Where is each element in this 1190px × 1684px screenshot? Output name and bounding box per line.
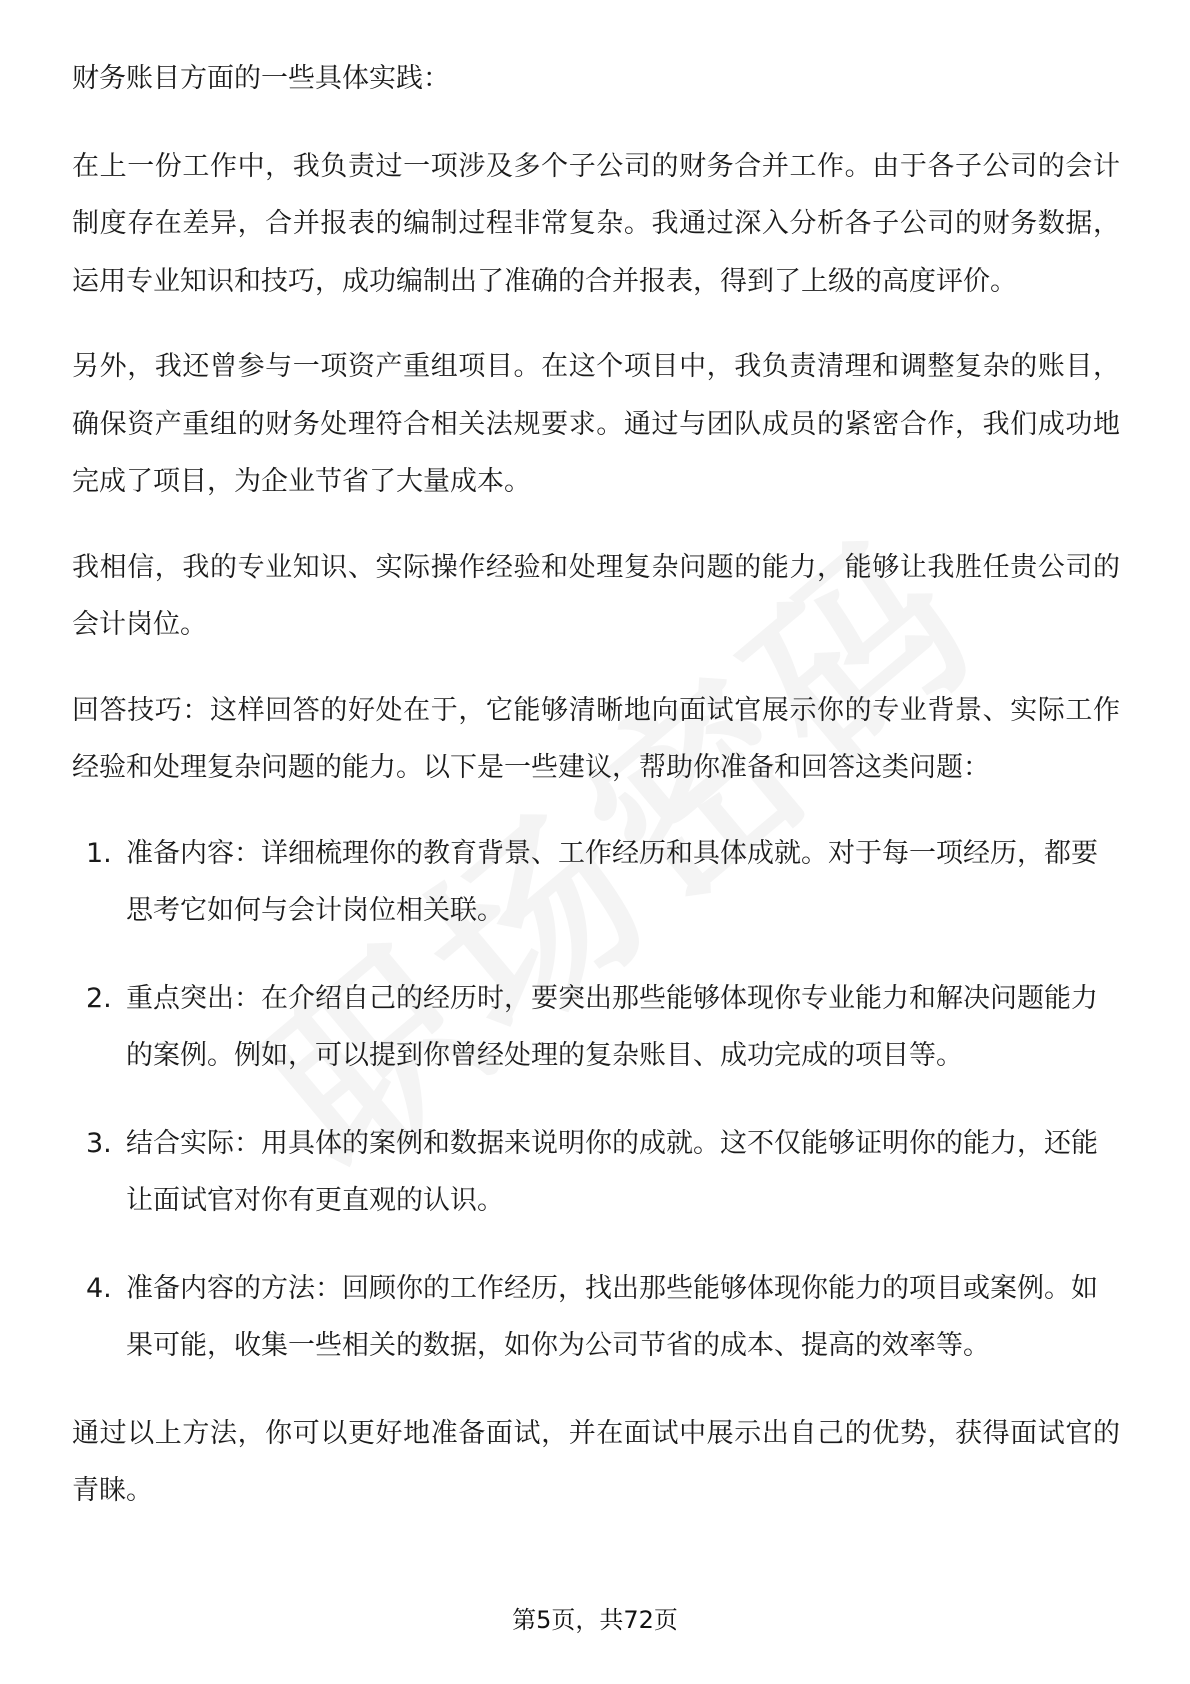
list-number: 1. <box>86 837 112 869</box>
list-text: 准备内容：详细梳理你的教育背景、工作经历和具体成就。对于每一项经历，都要思考它如何与会计岗位相关联。 <box>126 837 1098 926</box>
closing-paragraph: 通过以上方法，你可以更好地准备面试，并在面试中展示出自己的优势，获得面试官的青睐。 <box>72 1417 1120 1506</box>
list-number: 4. <box>86 1272 112 1304</box>
tips-list <box>72 825 1120 1375</box>
list-number: 2. <box>86 982 112 1014</box>
list-item <box>72 1115 1120 1230</box>
list-text: 结合实际：用具体的案例和数据来说明你的成就。这不仅能够证明你的能力，还能让面试官对你有更直观的认识。 <box>126 1127 1098 1216</box>
paragraph-4: 回答技巧：这样回答的好处在于，它能够清晰地向面试官展示你的专业背景、实际工作经验和处理复杂问题的能力。以下是一些建议，帮助你准备和回答这类问题： <box>72 694 1120 783</box>
intro-heading: 财务账目方面的一些具体实践： <box>72 63 450 94</box>
page-number: 第5页，共72页 <box>512 1606 678 1634</box>
paragraph-2: 另外，我还曾参与一项资产重组项目。在这个项目中，我负责清理和调整复杂的账目，确保资产重组的财务处理符合相关法规要求。通过与团队成员的紧密合作，我们成功地完成了项目，为企业节省了大量成本。 <box>72 351 1120 497</box>
paragraph-3: 我相信，我的专业知识、实际操作经验和处理复杂问题的能力，能够让我胜任贵公司的会计岗位。 <box>72 551 1120 640</box>
list-text: 重点突出：在介绍自己的经历时，要突出那些能够体现你专业能力和解决问题能力的案例。例如，可以提到你曾经处理的复杂账目、成功完成的项目等。 <box>126 982 1098 1071</box>
document-body <box>72 50 1120 1548</box>
list-text: 准备内容的方法：回顾你的工作经历，找出那些能够体现你能力的项目或案例。如果可能，收集一些相关的数据，如你为公司节省的成本、提高的效率等。 <box>126 1272 1098 1361</box>
list-item <box>72 1260 1120 1375</box>
paragraph-1: 在上一份工作中，我负责过一项涉及多个子公司的财务合并工作。由于各子公司的会计制度存在差异，合并报表的编制过程非常复杂。我通过深入分析各子公司的财务数据，运用专业知识和技巧，成功编制出了准确的合并报表，得到了上级的高度评价。 <box>72 150 1120 297</box>
list-item <box>72 825 1120 940</box>
list-item <box>72 970 1120 1085</box>
list-number: 3. <box>86 1127 112 1159</box>
